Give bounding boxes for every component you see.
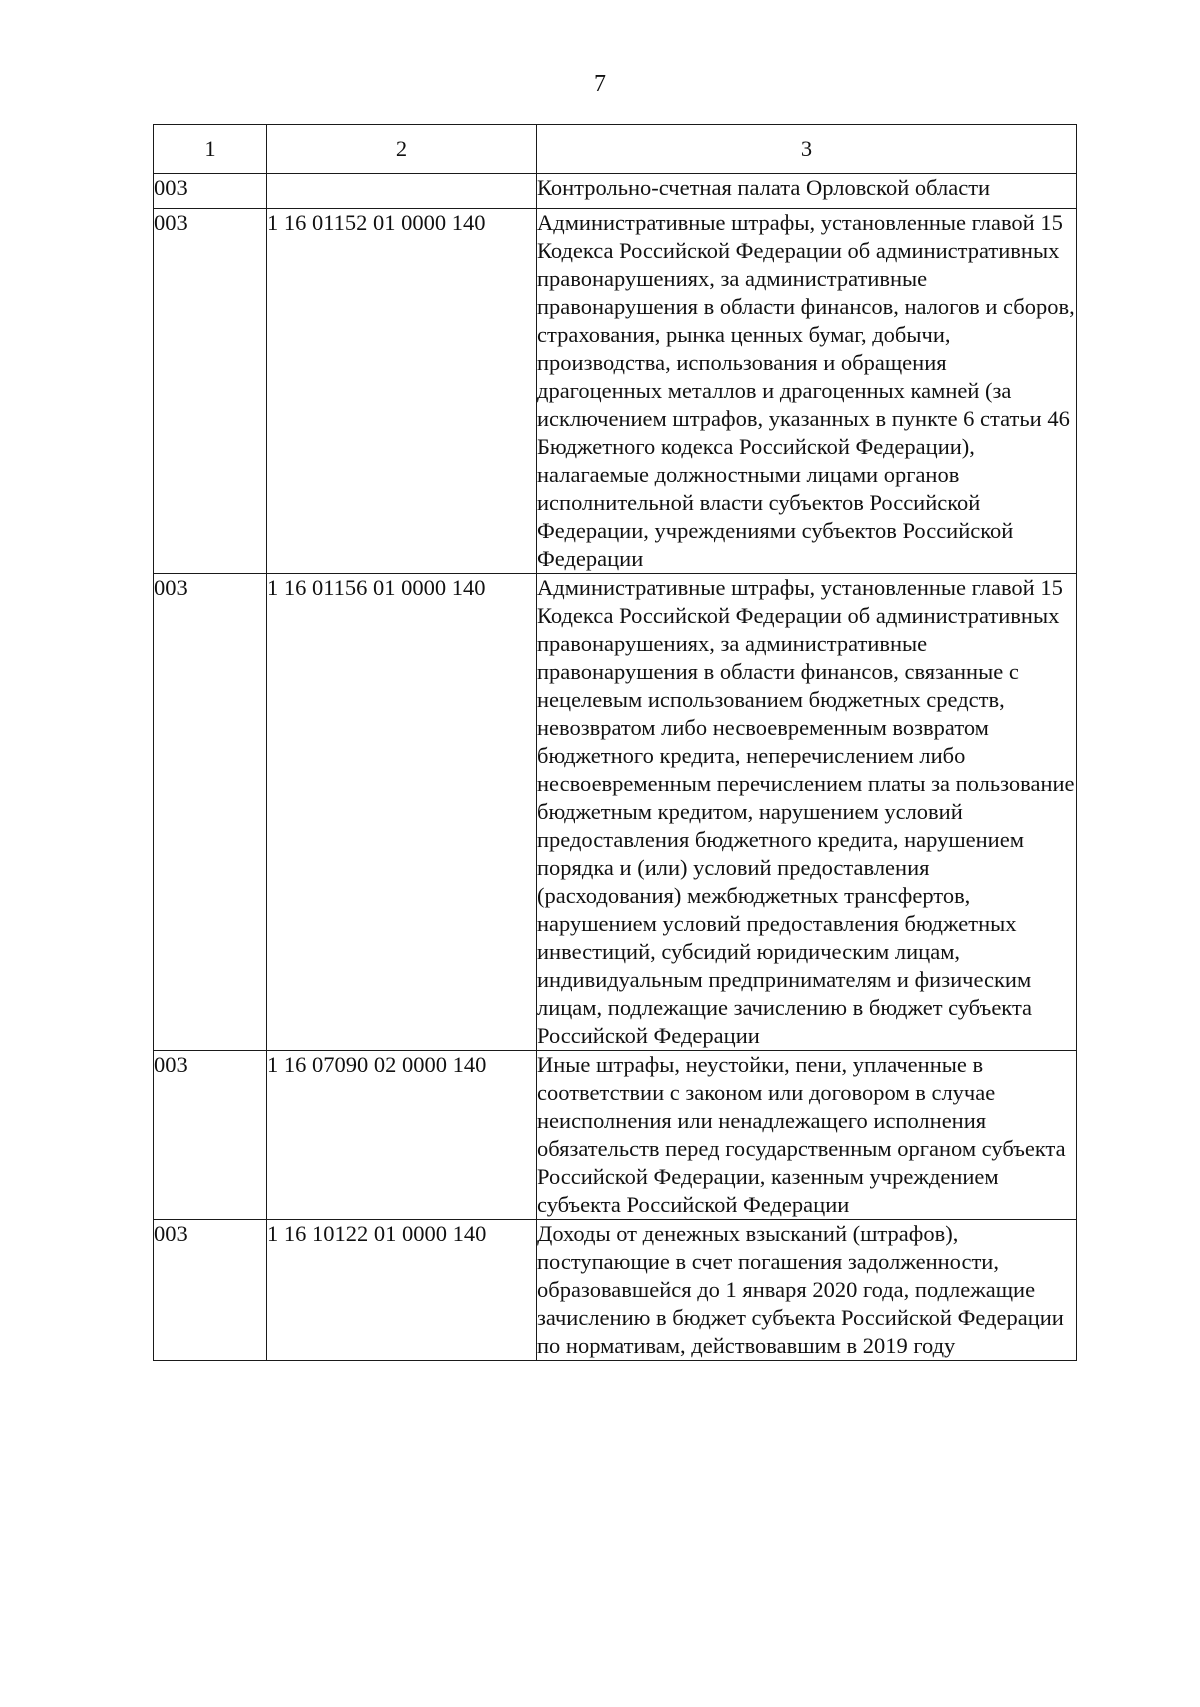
row-code: 003 xyxy=(154,209,267,574)
row-code: 003 xyxy=(154,574,267,1051)
row-description: Контрольно-счетная палата Орловской области xyxy=(537,174,1077,209)
table-row xyxy=(154,1051,1077,1220)
row-kbk xyxy=(267,174,537,209)
row-kbk: 1 16 01152 01 0000 140 xyxy=(267,209,537,574)
row-description: Иные штрафы, неустойки, пени, уплаченные в соответствии с законом или договором в случае неисполнения или ненадлежащего исполнения обязательств перед государственным органом субъекта Российской Федерации, казенным учреждением субъекта Российской Федерации xyxy=(537,1051,1077,1220)
revenue-codes-table xyxy=(153,124,1077,1361)
table-row xyxy=(154,1220,1077,1361)
table-body xyxy=(154,174,1077,1361)
row-kbk: 1 16 07090 02 0000 140 xyxy=(267,1051,537,1220)
header-col-1: 1 xyxy=(154,125,267,174)
table-header xyxy=(154,125,1077,174)
header-col-3: 3 xyxy=(537,125,1077,174)
table-row xyxy=(154,174,1077,209)
page-number: 7 xyxy=(594,71,606,97)
row-description: Административные штрафы, установленные главой 15 Кодекса Российской Федерации об административных правонарушениях, за административные правонарушения в области финансов, налогов и сборов, страхования, рынка ценных бумаг, добычи, производства, использования и обращения драгоценных металлов и драгоценных камней (за исключением штрафов, указанных в пункте 6 статьи 46 Бюджетного кодекса Российской Федерации), налагаемые должностными лицами органов исполнительной власти субъектов Российской Федерации, учреждениями субъектов Российской Федерации xyxy=(537,209,1077,574)
row-code: 003 xyxy=(154,1051,267,1220)
row-code: 003 xyxy=(154,174,267,209)
row-kbk: 1 16 01156 01 0000 140 xyxy=(267,574,537,1051)
row-description: Административные штрафы, установленные главой 15 Кодекса Российской Федерации об административных правонарушениях, за административные правонарушения в области финансов, связанные с нецелевым использованием бюджетных средств, невозвратом либо несвоевременным возвратом бюджетного кредита, неперечислением либо несвоевременным перечислением платы за пользование бюджетным кредитом, нарушением условий предоставления бюджетного кредита, нарушением порядка и (или) условий предоставления (расходования) межбюджетных трансфертов, нарушением условий предоставления бюджетных инвестиций, субсидий юридическим лицам, индивидуальным предпринимателям и физическим лицам, подлежащие зачислению в бюджет субъекта Российской Федерации xyxy=(537,574,1077,1051)
row-description: Доходы от денежных взысканий (штрафов), поступающие в счет погашения задолженности, образовавшейся до 1 января 2020 года, подлежащие зачислению в бюджет субъекта Российской Федерации по нормативам, действовавшим в 2019 году xyxy=(537,1220,1077,1361)
header-col-2: 2 xyxy=(267,125,537,174)
row-code: 003 xyxy=(154,1220,267,1361)
header-row xyxy=(154,125,1077,174)
table-row xyxy=(154,209,1077,574)
row-kbk: 1 16 10122 01 0000 140 xyxy=(267,1220,537,1361)
table-row xyxy=(154,574,1077,1051)
